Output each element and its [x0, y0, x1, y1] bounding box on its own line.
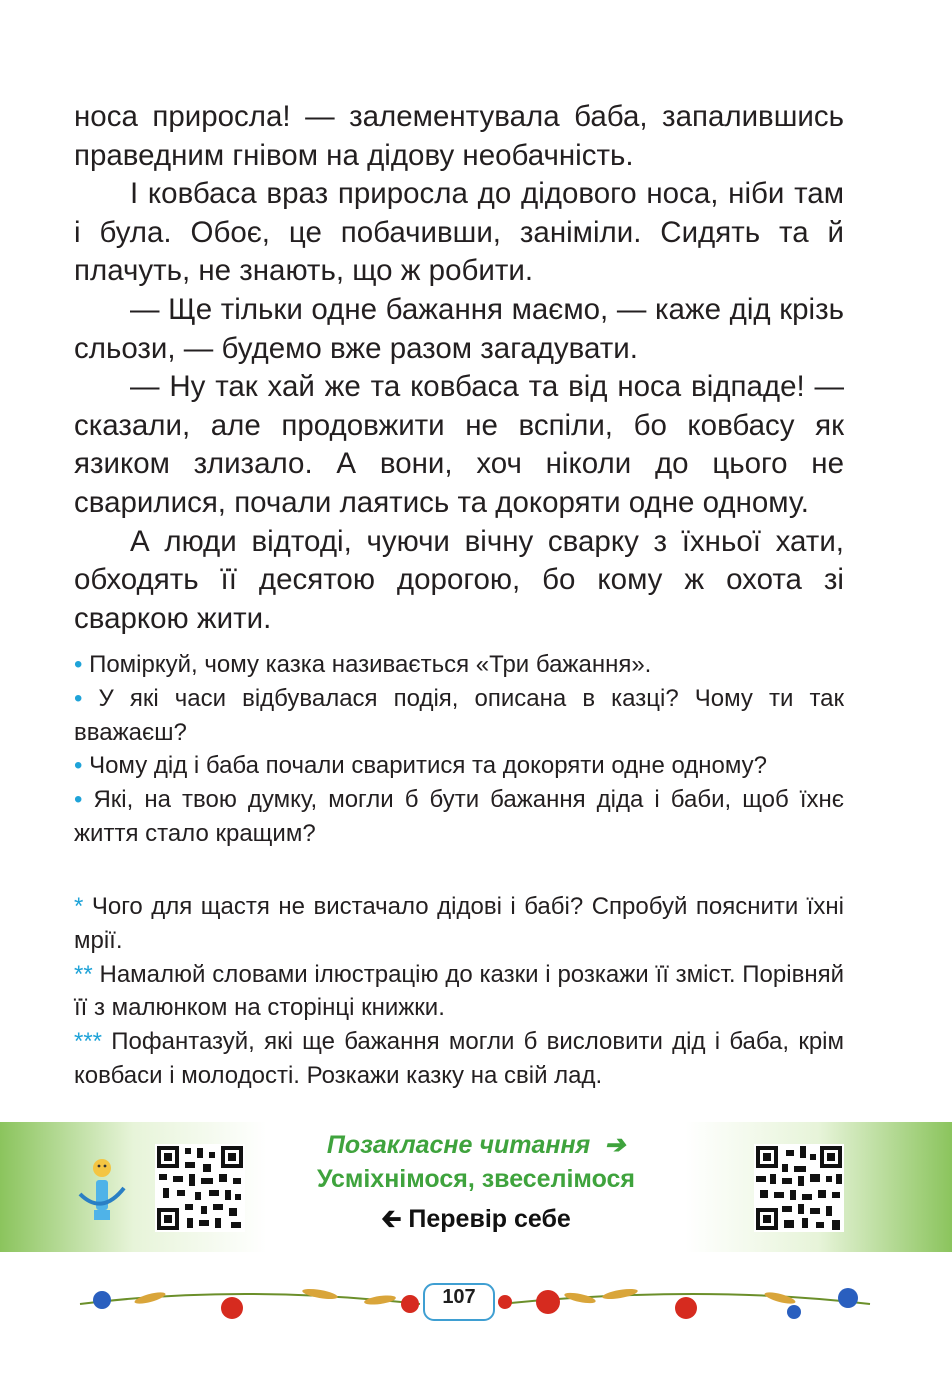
qr-code-icon[interactable] [754, 1144, 844, 1232]
question-text: Які, на твою думку, могли б бути бажання діда і баби, щоб їхнє життя стало кращим? [74, 786, 844, 847]
story-paragraph: А люди відтоді, чуючи вічну сварку з їхньої хати, обходять її десятою дорогою, бо кому ж охота зі сваркою жити. [74, 524, 844, 635]
story-paragraph: — Ну так хай же та ковбаса та від носа відпаде! — сказали, але продовжити не вспіли, бо ковбасу як язиком злизало. А вони, хоч ніколи до цього не сварилися, почали лаятись та докоряти одне одному. [74, 370, 844, 519]
story-text [74, 98, 844, 638]
arrow-left-icon: 🡰 [381, 1205, 402, 1233]
extra-reading-banner [0, 1122, 952, 1252]
story-paragraph: — Ще тільки одне бажання маємо, — каже дід крізь сльози, — будемо вже разом загадувати. [74, 292, 844, 365]
creative-task-text: Чого для щастя не вистачало дідові і бабі? Спробуй пояснити їхні мрії. [74, 893, 845, 954]
question-item [74, 648, 844, 682]
story-paragraph: носа приросла! — залементувала баба, запалившись праведним гнівом на дідову необачність. [74, 100, 844, 172]
smile-section-link[interactable]: Усміхнімося, звеселімося [316, 1165, 636, 1193]
bullet-marker: • [74, 651, 83, 678]
bullet-marker: • [74, 786, 83, 814]
creative-task-item [74, 1025, 844, 1093]
question-text: Чому дід і баба почали сваритися та докоряти одне одному? [89, 752, 767, 780]
creative-task-text: Намалюй словами ілюстрацію до казки і розкажи її зміст. Порівняй її з малюнком на сторінці книжки. [74, 960, 844, 1022]
question-text: Поміркуй, чому казка називається «Три бажання». [89, 651, 652, 678]
arrow-right-icon: ➔ [604, 1131, 626, 1159]
star-marker: ** [74, 960, 93, 988]
story-paragraph: І ковбаса враз приросла до дідового носа, ніби там і була. Обоє, це побачивши, заніміли. Сидять та й плачуть, не знають, що ж робити. [74, 177, 844, 288]
questions-list [74, 648, 844, 851]
creative-task-item [74, 890, 844, 958]
question-item [74, 783, 844, 851]
star-marker: * [74, 893, 84, 920]
star-marker: *** [74, 1028, 103, 1056]
bullet-marker: • [74, 752, 83, 780]
creative-task-text: Пофантазуй, які ще бажання могли б висловити дід і баба, крім ковбаси і молодості. Розкажи казку на свій лад. [74, 1028, 844, 1089]
bullet-marker: • [74, 684, 83, 712]
creative-task-item [74, 958, 844, 1026]
question-text: У які часи відбувалася подія, описана в казці? Чому ти так вважаєш? [74, 684, 845, 746]
question-item [74, 749, 844, 783]
page-number: 107 [442, 1286, 476, 1308]
question-item [74, 682, 844, 750]
creative-tasks-list [74, 890, 844, 1093]
extra-reading-label: Позакласне читання [326, 1131, 591, 1159]
self-check-label: Перевір себе [408, 1205, 571, 1233]
